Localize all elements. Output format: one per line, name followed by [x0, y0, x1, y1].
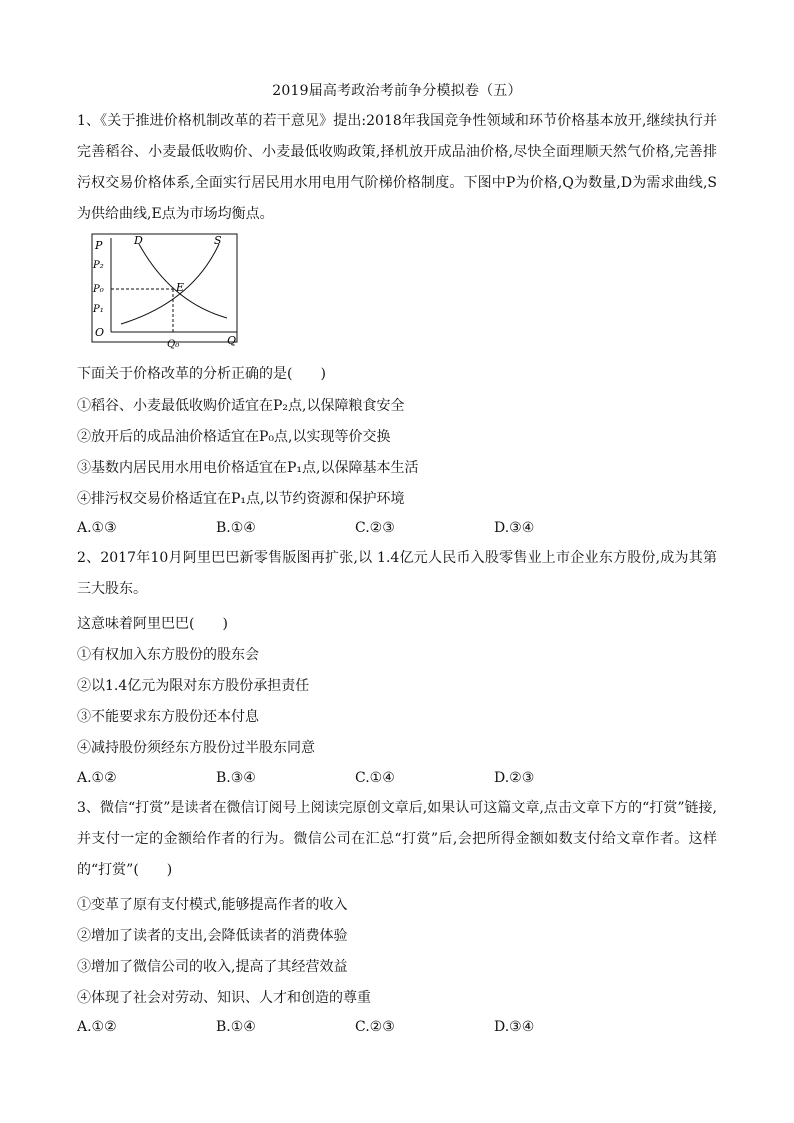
q3-option-d: D.③④: [494, 1019, 535, 1035]
label-p0: P₀: [93, 284, 104, 295]
supply-curve: [121, 244, 219, 324]
q1-item-4: ④排污权交易价格适宜在P₁点,以节约资源和保护环境: [77, 491, 405, 507]
q1-option-c: C.②③: [355, 520, 395, 536]
q2-option-b: B.③④: [216, 770, 256, 786]
q3-option-a: A.①②: [77, 1019, 117, 1035]
q2-option-d: D.②③: [494, 770, 535, 786]
q3-item-3: ③增加了微信公司的收入,提高了其经营效益: [77, 959, 348, 975]
q2-option-a: A.①②: [77, 770, 117, 786]
q1-question: 下面关于价格改革的分析正确的是( ): [77, 366, 326, 382]
q2-item-4: ④减持股份须经东方股份过半股东同意: [77, 740, 315, 756]
q1-stem: 1、《关于推进价格机制改革的若干意见》提出:2018年我国竞争性领域和环节价格基本放开,继续执行并完善稻谷、小麦最低收购价、小麦最低收购政策,择机放开成品油价格,尽快全面理顺天然气价格,完善排污权交易价格体系,全面实行居民用水用电用气阶梯价格制度。下图中P为价格,Q为数量,D为需求曲线,S为供给曲线,E点为市场均衡点。: [77, 113, 717, 222]
q1-item-2: ②放开后的成品油价格适宜在P₀点,以实现等价交换: [77, 429, 391, 445]
q3-option-c: C.②③: [355, 1019, 395, 1035]
q2-item-3: ③不能要求东方股份还本付息: [77, 709, 259, 725]
q1-option-a: A.①③: [77, 520, 117, 536]
q3-item-4: ④体现了社会对劳动、知识、人才和创造的尊重: [77, 990, 371, 1006]
q2-stem: 2、2017年10月阿里巴巴新零售版图再扩张,以 1.4亿元人民币入股零售业上市企业东方股份,成为其第三大股东。: [77, 550, 717, 597]
label-s: S: [214, 234, 222, 247]
q3-option-b: B.①④: [216, 1019, 256, 1035]
page-title: 2019届高考政治考前争分模拟卷（五）: [272, 83, 522, 99]
q1-item-3: ③基数内居民用水用电价格适宜在P₁点,以保障基本生活: [77, 460, 419, 476]
q2-item-1: ①有权加入东方股份的股东会: [77, 647, 259, 663]
label-p1: P₁: [93, 304, 104, 315]
q3-item-1: ①变革了原有支付模式,能够提高作者的收入: [77, 897, 348, 913]
q1-option-d: D.③④: [494, 520, 535, 536]
label-p: P: [95, 239, 103, 252]
label-p2: P₂: [93, 260, 104, 271]
label-origin: O: [95, 326, 105, 339]
label-q0: Q₀: [167, 339, 180, 350]
supply-demand-figure: [87, 232, 247, 352]
q3-item-2: ②增加了读者的支出,会降低读者的消费体验: [77, 928, 348, 944]
q2-option-c: C.①④: [355, 770, 395, 786]
q1-item-1: ①稻谷、小麦最低收购价适宜在P₂点,以保障粮食安全: [77, 398, 405, 414]
label-e: E: [176, 281, 185, 294]
figure-frame: [92, 234, 237, 342]
label-d: D: [134, 234, 143, 247]
q2-question: 这意味着阿里巴巴( ): [77, 616, 228, 632]
q1-option-b: B.①④: [216, 520, 256, 536]
q3-stem: 3、微信“打赏”是读者在微信订阅号上阅读完原创文章后,如果认可这篇文章,点击文章下方的“打赏”链接,并支付一定的金额给作者的行为。微信公司在汇总“打赏”后,会把所得金额如数支付给文章作者。这样的“打赏”( ): [77, 800, 717, 878]
label-q: Q: [227, 334, 237, 347]
q2-item-2: ②以1.4亿元为限对东方股份承担责任: [77, 678, 310, 694]
